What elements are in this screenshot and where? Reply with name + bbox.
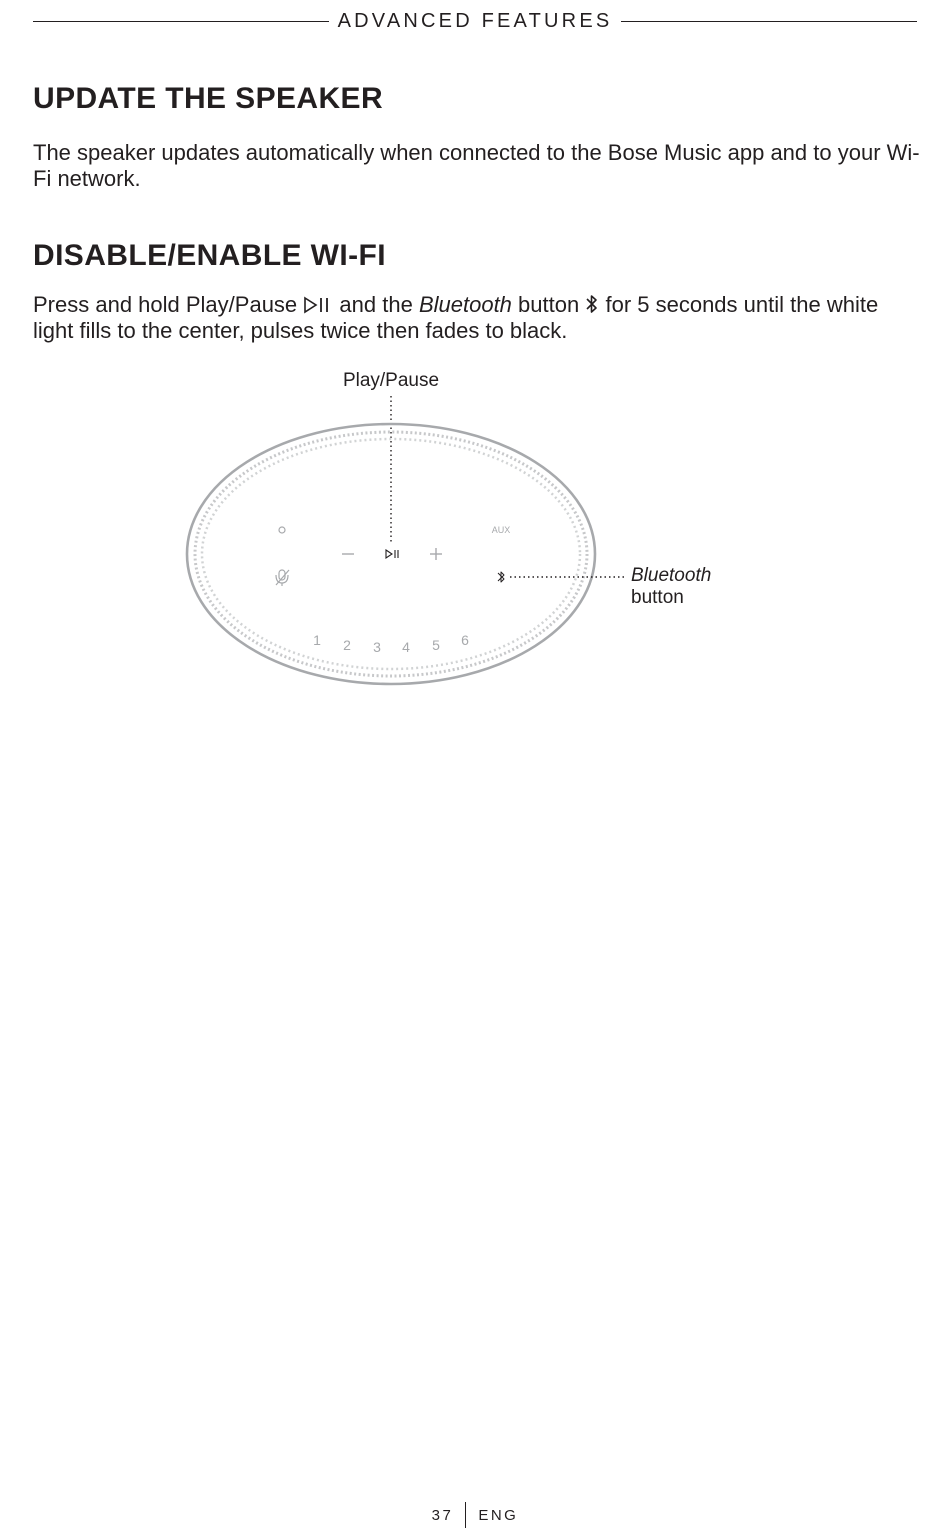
action-icon xyxy=(279,527,285,533)
page-footer xyxy=(0,1500,950,1530)
header-rule-right xyxy=(621,21,917,22)
preset-6-label: 6 xyxy=(461,632,469,648)
preset-3-label: 3 xyxy=(373,639,381,655)
aux-label: AUX xyxy=(491,525,511,535)
header-rule-left xyxy=(33,21,329,22)
play-pause-callout: Play/Pause xyxy=(342,370,440,391)
wifi-body xyxy=(33,292,923,344)
running-header xyxy=(33,8,917,34)
preset-1-label: 1 xyxy=(313,632,321,648)
preset-4-label: 4 xyxy=(402,639,410,655)
bluetooth-button-icon xyxy=(498,572,504,582)
speaker-outline xyxy=(187,424,595,684)
wifi-text-1: Press and hold Play/Pause xyxy=(33,292,298,317)
update-heading: UPDATE THE SPEAKER xyxy=(33,82,384,115)
update-body: The speaker updates automatically when connected to the Bose Music app and to your Wi-Fi network. xyxy=(33,140,920,191)
speaker-top-diagram xyxy=(0,360,950,720)
preset-5-label: 5 xyxy=(432,637,440,653)
page-number: 37 xyxy=(431,1506,454,1524)
footer-separator xyxy=(465,1502,466,1528)
bluetooth-callout-line1: Bluetooth xyxy=(631,565,712,586)
wifi-text-3: button xyxy=(518,292,580,317)
play-pause-icon xyxy=(303,296,333,314)
footer-language: ENG xyxy=(478,1506,519,1524)
bluetooth-callout-line2: button xyxy=(631,587,684,608)
mic-off-icon xyxy=(276,570,289,586)
wifi-text-2: and the xyxy=(339,292,413,317)
wifi-text-4: for 5 seconds until the white light fills to the center, pulses twice then fades to black. xyxy=(33,292,879,343)
bluetooth-icon xyxy=(585,294,599,314)
wifi-heading: DISABLE/ENABLE WI-FI xyxy=(33,239,386,272)
preset-buttons xyxy=(313,632,469,655)
wifi-text-bluetooth: Bluetooth xyxy=(418,292,512,317)
volume-up-icon xyxy=(430,548,442,560)
header-title: ADVANCED FEATURES xyxy=(337,9,613,32)
preset-2-label: 2 xyxy=(343,637,351,653)
play-pause-button-icon xyxy=(386,550,398,558)
